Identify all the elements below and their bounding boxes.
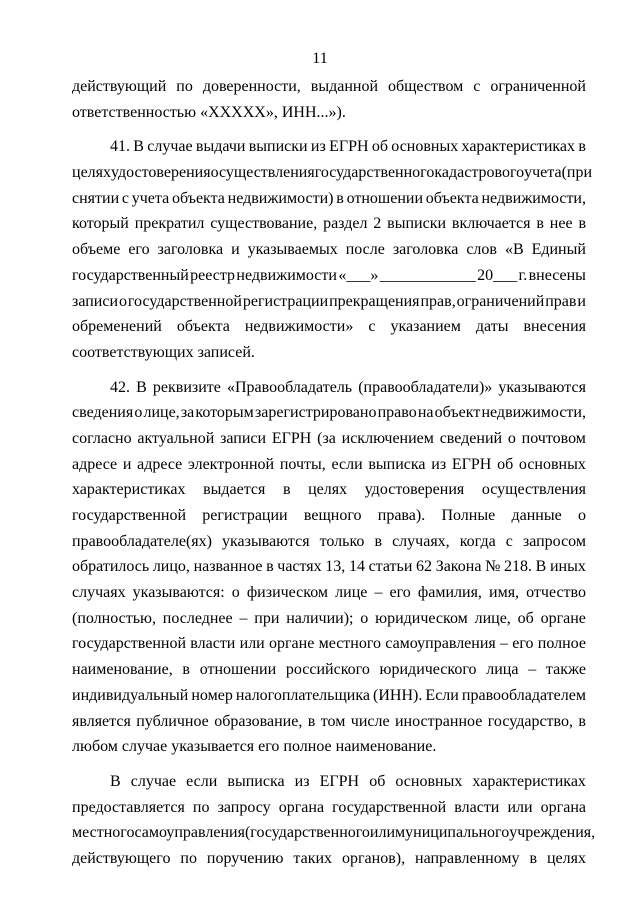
word: органа <box>278 798 325 816</box>
text-line <box>72 795 586 821</box>
word: государственной <box>72 507 187 524</box>
word: лице, <box>474 609 511 627</box>
word: заголовка <box>157 241 224 259</box>
word: ЕГРН <box>271 429 312 447</box>
word: кадастрового <box>434 164 525 182</box>
word: ____________ <box>379 266 476 284</box>
word: если <box>186 772 218 790</box>
word: запросу <box>217 798 271 816</box>
word: случаях, <box>392 532 450 550</box>
word: учета <box>131 189 170 207</box>
word: государственной <box>72 635 187 653</box>
word: публичное <box>136 712 209 730</box>
text-line <box>72 400 586 426</box>
word: образование, <box>214 712 303 730</box>
word: об <box>517 609 534 627</box>
word: (полностью, <box>72 609 156 627</box>
word: ЕГРН <box>319 772 360 790</box>
word: предоставляется <box>72 798 185 816</box>
word: любом <box>72 738 118 756</box>
word: недвижимости» <box>244 318 354 336</box>
word: в <box>266 558 274 576</box>
word: данные <box>511 507 562 524</box>
word: 218. <box>503 558 532 576</box>
word: обременений <box>72 318 162 336</box>
word: случае <box>147 138 193 156</box>
text-line <box>72 580 586 606</box>
word: названное <box>193 558 263 576</box>
word: или <box>369 824 396 842</box>
word: его <box>128 241 150 259</box>
word: муниципального <box>395 824 510 842</box>
word: регистрации <box>202 507 288 524</box>
word: в <box>336 189 344 207</box>
word: записей. <box>197 343 255 361</box>
word: налогоплательщика <box>235 686 370 704</box>
word: частях <box>277 558 322 576</box>
word: В <box>110 772 121 790</box>
word: правообладателем <box>461 686 586 704</box>
word: объект <box>434 404 481 422</box>
word: доверенности, <box>202 78 301 95</box>
text-line <box>72 263 586 289</box>
paragraph-gap <box>72 125 586 134</box>
word: «___» <box>338 266 379 284</box>
word: обратилось <box>72 558 150 576</box>
text-line <box>72 657 586 683</box>
text-line <box>72 289 586 315</box>
word: характеристиках <box>461 138 576 156</box>
paragraph-gap <box>72 366 586 375</box>
word: записи <box>220 429 267 447</box>
word: № <box>485 558 501 576</box>
word: ЕГРН <box>329 138 369 156</box>
text-line <box>72 709 586 735</box>
word: осуществления <box>210 164 315 182</box>
word: выданной <box>310 78 378 95</box>
word: таких <box>293 849 333 867</box>
text-line <box>72 134 586 160</box>
word: имя, <box>489 584 520 602</box>
word: с <box>121 189 129 207</box>
word: ЕГРН <box>451 455 492 473</box>
word: власти <box>190 635 236 653</box>
word: по <box>192 798 210 816</box>
word: который <box>72 215 129 233</box>
text-line <box>72 452 586 478</box>
word: индивидуальный <box>72 686 189 704</box>
word: характеристиках <box>472 772 586 790</box>
word: недвижимости, <box>481 189 586 207</box>
word: власти <box>454 798 500 816</box>
word: целях <box>308 481 348 499</box>
word: по <box>180 849 197 867</box>
word: ответственностью <box>72 103 197 121</box>
word: или <box>239 635 265 653</box>
word: об <box>369 772 386 790</box>
word: о <box>577 507 586 524</box>
text-line <box>72 769 586 795</box>
word: об <box>497 455 514 473</box>
text-line <box>72 426 586 452</box>
word: лица <box>486 661 519 679</box>
word: о <box>118 292 127 310</box>
word: вещного <box>303 507 362 524</box>
word: направленному <box>415 849 520 867</box>
word: юридическом <box>375 609 468 627</box>
text-line <box>72 100 586 126</box>
word: (правообладатели)» <box>358 378 493 396</box>
word: самоуправления <box>134 824 245 842</box>
word: недвижимости, <box>481 404 586 422</box>
word: наименование. <box>335 738 437 756</box>
word: если <box>331 455 363 473</box>
word: в <box>182 661 190 679</box>
word: удостоверения <box>111 164 211 182</box>
word: указываются: <box>132 584 225 602</box>
word: только <box>319 532 365 550</box>
text-line <box>72 503 586 529</box>
word: объекта <box>171 189 225 207</box>
word: Закона <box>435 558 482 576</box>
text-line <box>72 820 596 846</box>
word: исключением <box>341 429 434 447</box>
word: из <box>431 455 447 473</box>
word: недвижимости) <box>227 189 334 207</box>
word: заголовка <box>392 241 459 259</box>
word: иных <box>549 558 586 576</box>
word: 2 <box>373 215 382 233</box>
word: 62 <box>416 558 433 576</box>
word: местного <box>318 635 382 653</box>
word: существование, <box>210 215 318 233</box>
word: ИНН...»). <box>281 103 346 121</box>
word: указанием <box>390 318 461 336</box>
word: 14 <box>348 558 365 576</box>
word: реквизите <box>152 378 221 396</box>
word: номер <box>191 686 233 704</box>
word: – <box>500 635 509 653</box>
word: поручению <box>206 849 284 867</box>
word: полное <box>537 635 586 653</box>
word: наличии); <box>286 609 354 627</box>
word: фамилия, <box>417 584 482 602</box>
word: государственный <box>72 266 189 284</box>
word: Если <box>425 686 459 704</box>
word: о <box>134 404 143 422</box>
word: регистрации <box>242 292 329 310</box>
word: и <box>577 292 586 310</box>
text-line <box>72 211 586 237</box>
word: о <box>507 429 516 447</box>
word: слов <box>466 241 497 259</box>
word: случаях <box>72 584 126 602</box>
paragraph <box>72 769 596 872</box>
paragraph-gap <box>72 760 586 769</box>
word: выписка <box>368 455 426 473</box>
word: после <box>345 241 385 259</box>
word: основных <box>518 455 586 473</box>
word: внесения <box>523 318 586 336</box>
word: целях <box>546 849 586 867</box>
word: о <box>231 584 240 602</box>
word: и <box>231 241 240 259</box>
word: обществом <box>387 78 464 95</box>
word: согласно <box>72 429 132 447</box>
word: 13, <box>325 558 346 576</box>
word: сведений <box>439 429 503 447</box>
word: является <box>72 712 131 730</box>
word: запросом <box>522 532 586 550</box>
word: наименование, <box>72 661 173 679</box>
word: последнее <box>162 609 233 627</box>
word: (ИНН). <box>373 686 423 704</box>
word: иностранное <box>394 712 483 730</box>
word: в <box>307 712 316 730</box>
word: в <box>282 481 291 499</box>
word: о <box>360 609 369 627</box>
word: объекта <box>425 189 479 207</box>
word: соответствующих <box>72 343 194 361</box>
word: 41. <box>110 138 130 156</box>
text-line <box>72 554 586 580</box>
word: с <box>473 78 481 95</box>
word: «В <box>504 241 524 259</box>
word: местного <box>72 824 135 842</box>
text-line <box>72 734 586 760</box>
word: г. <box>518 266 528 284</box>
word: основных <box>391 138 459 156</box>
paragraph <box>72 134 593 365</box>
word: характеристиках <box>72 481 186 499</box>
word: полное <box>283 738 332 756</box>
word: юридического <box>379 661 477 679</box>
document-text <box>72 74 596 872</box>
text-line <box>72 683 586 709</box>
paragraph <box>72 375 586 760</box>
word: когда <box>459 532 496 550</box>
word: государственного <box>314 164 435 182</box>
word: – <box>239 609 248 627</box>
word: почты, <box>279 455 326 473</box>
word: В <box>133 138 144 156</box>
text-line <box>72 160 593 186</box>
word: в <box>578 215 586 233</box>
word: числе <box>350 712 390 730</box>
word: учреждения, <box>509 824 596 842</box>
word: (при <box>561 164 593 182</box>
word: осуществления <box>481 481 586 499</box>
word: в <box>536 215 544 233</box>
text-line <box>72 74 586 100</box>
word: выписка <box>227 772 285 790</box>
text-line <box>72 314 586 340</box>
word: права). <box>377 507 426 524</box>
text-line <box>72 606 586 632</box>
paragraph <box>72 74 586 125</box>
word: В <box>136 378 147 396</box>
word: с <box>368 318 376 336</box>
text-line <box>72 186 586 212</box>
word: В <box>535 558 547 576</box>
text-line <box>72 237 586 263</box>
word: внесены <box>528 266 586 284</box>
word: «Правообладатель <box>226 378 353 396</box>
word: физическом <box>246 584 329 602</box>
word: зарегистрировано <box>254 404 377 422</box>
word: адресе <box>137 455 183 473</box>
word: при <box>254 609 280 627</box>
word: – <box>528 661 537 679</box>
word: государство, <box>487 712 573 730</box>
word: выписки <box>248 138 308 156</box>
word: органов), <box>341 849 406 867</box>
word: самоуправления <box>385 635 496 653</box>
word: указывается <box>171 738 255 756</box>
word: право <box>377 404 417 422</box>
word: государственной <box>332 798 447 816</box>
word: из <box>310 138 326 156</box>
word: с <box>505 532 513 550</box>
text-line <box>72 477 586 503</box>
word: раздел <box>323 215 368 233</box>
word: отчество <box>526 584 586 602</box>
word: в <box>578 138 586 156</box>
word: действующего <box>72 849 171 867</box>
word: Единый <box>531 241 586 259</box>
word: электронной <box>188 455 275 473</box>
word: включается <box>451 215 531 233</box>
word: статьи <box>368 558 413 576</box>
word: выдается <box>203 481 266 499</box>
word: прав <box>545 292 577 310</box>
word: лице <box>335 584 368 602</box>
word: (государственного <box>244 824 370 842</box>
word: в <box>578 712 586 730</box>
word: его <box>389 584 411 602</box>
word: объекта <box>176 318 230 336</box>
text-line <box>72 529 586 555</box>
word: даты <box>475 318 509 336</box>
page-number: 11 <box>312 50 328 67</box>
word: актуальной <box>137 429 215 447</box>
word: его <box>512 635 534 653</box>
word: прав, <box>420 292 456 310</box>
word: лицо, <box>152 558 190 576</box>
word: реестр <box>190 266 236 284</box>
word: действующий <box>72 78 167 95</box>
text-line <box>72 631 586 657</box>
word: (за <box>317 429 336 447</box>
word: выдачи <box>195 138 246 156</box>
text-line <box>72 846 586 872</box>
word: целях <box>72 164 112 182</box>
word: 42. <box>110 378 130 396</box>
word: учета <box>524 164 562 182</box>
word: указываются <box>498 378 586 396</box>
word: выписки <box>387 215 447 233</box>
word: Полные <box>441 507 496 524</box>
word: лице, <box>143 404 180 422</box>
word: записи <box>72 292 118 310</box>
word: российского <box>285 661 370 679</box>
word: объеме <box>72 241 121 259</box>
word: об <box>371 138 388 156</box>
word: снятии <box>72 189 120 207</box>
word: государственной <box>127 292 242 310</box>
word: в <box>374 532 383 550</box>
word: 20___ <box>477 266 518 284</box>
word: том <box>320 712 346 730</box>
word: и <box>122 455 132 473</box>
word: органе <box>540 609 586 627</box>
word: его <box>258 738 280 756</box>
word: недвижимости <box>236 266 337 284</box>
word: случае <box>121 738 168 756</box>
word: отношении <box>199 661 277 679</box>
word: правообладателе(ях) <box>72 532 212 550</box>
word: – <box>374 584 383 602</box>
word: указываемых <box>247 241 338 259</box>
word: ограничений <box>456 292 545 310</box>
word: удостоверения <box>364 481 465 499</box>
word: или <box>507 798 533 816</box>
word: за <box>180 404 195 422</box>
word: на <box>417 404 434 422</box>
word: ограниченной <box>490 78 586 95</box>
word: органа <box>540 798 586 816</box>
word: органе <box>268 635 315 653</box>
word: почтовом <box>521 429 586 447</box>
word: которым <box>195 404 254 422</box>
text-line <box>72 340 586 366</box>
word: сведения <box>72 404 134 422</box>
word: прекратил <box>134 215 205 233</box>
word: случае <box>130 772 177 790</box>
word: из <box>294 772 310 790</box>
word: основных <box>395 772 463 790</box>
word: в <box>529 849 538 867</box>
word: нее <box>549 215 573 233</box>
word: адресе <box>72 455 118 473</box>
word: по <box>176 78 193 95</box>
word: отношении <box>346 189 424 207</box>
word: прекращения <box>329 292 420 310</box>
word: «ХХХХХ», <box>200 103 278 121</box>
word: указываются <box>222 532 310 550</box>
text-line <box>72 375 586 401</box>
word: также <box>545 661 586 679</box>
